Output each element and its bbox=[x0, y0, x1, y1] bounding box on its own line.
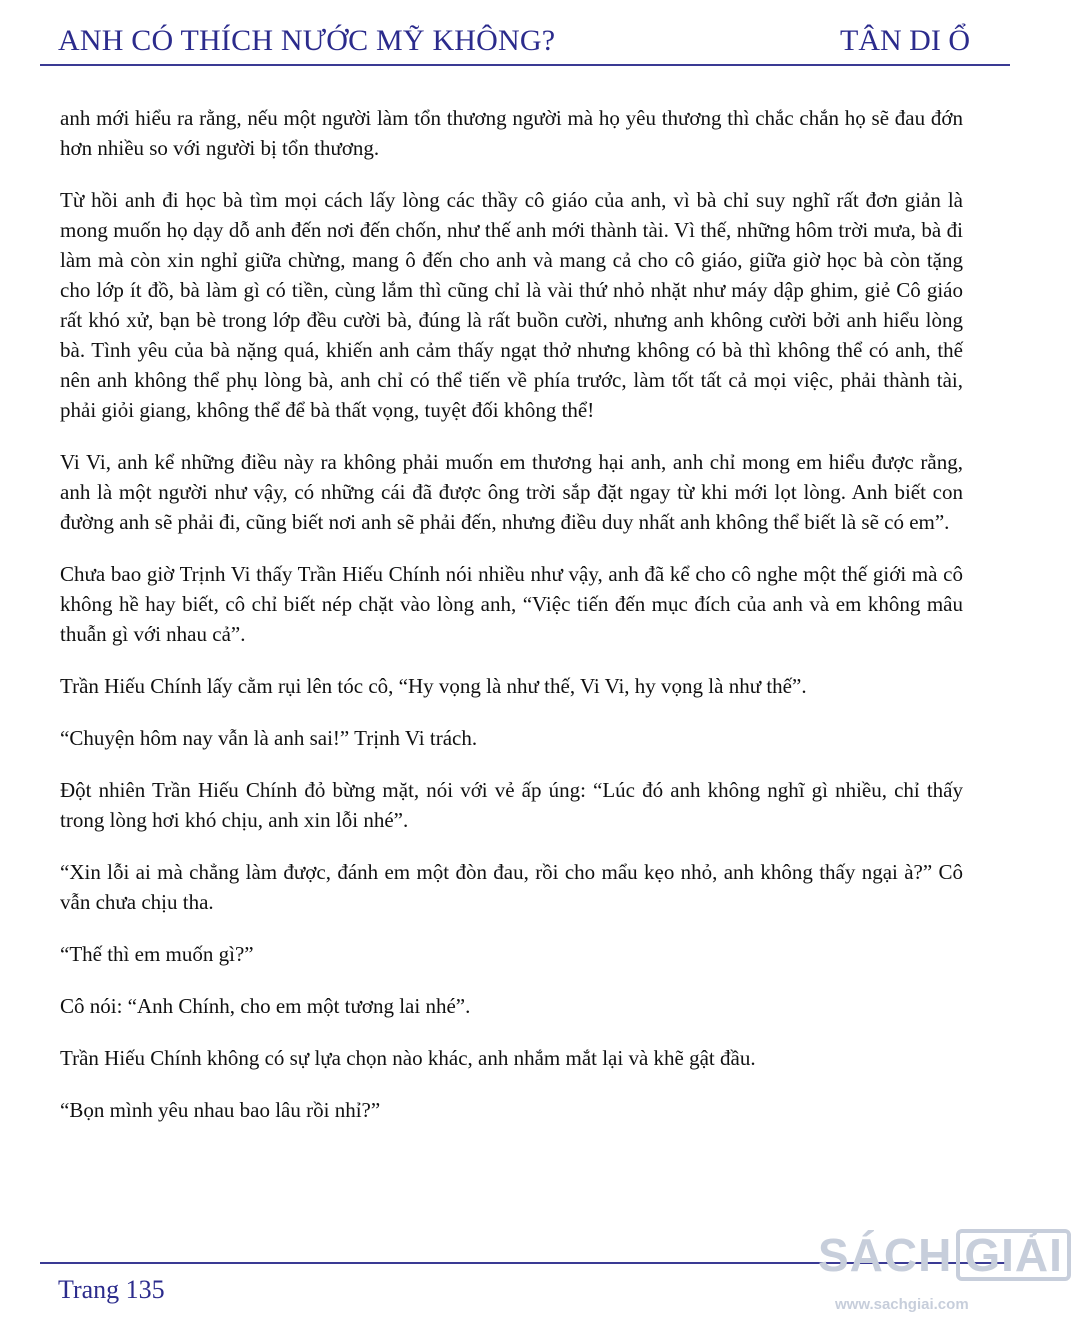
paragraph: “Xin lỗi ai mà chẳng làm được, đánh em một đòn đau, rồi cho mẩu kẹo nhỏ, anh không thấy ngại à?” Cô vẫn chưa chịu tha. bbox=[60, 860, 963, 914]
book-title: ANH CÓ THÍCH NƯỚC MỸ KHÔNG? bbox=[58, 24, 556, 57]
logo-text: SÁCH bbox=[818, 1229, 953, 1281]
watermark-url: www.sachgiai.com bbox=[835, 1296, 969, 1313]
sachgiai-logo bbox=[818, 1228, 1063, 1288]
page-header bbox=[58, 22, 970, 68]
page-body bbox=[60, 103, 963, 1147]
paragraph: Cô nói: “Anh Chính, cho em một tương lai nhé”. bbox=[60, 994, 471, 1018]
paragraph: “Thế thì em muốn gì?” bbox=[60, 942, 254, 966]
author-name: TÂN DI Ổ bbox=[840, 24, 970, 57]
page-number: Trang 135 bbox=[58, 1275, 165, 1304]
paragraph: Đột nhiên Trần Hiếu Chính đỏ bừng mặt, nói với vẻ ấp úng: “Lúc đó anh không nghĩ gì nhiều, chỉ thấy trong lòng hơi khó chịu, anh xin lỗi nhé”. bbox=[60, 778, 963, 832]
paragraph: anh mới hiểu ra rằng, nếu một người làm tổn thương người mà họ yêu thương thì chắc chắn họ sẽ đau đớn hơn nhiều so với người bị tổn thương. bbox=[60, 106, 963, 160]
paragraph: “Bọn mình yêu nhau bao lâu rồi nhỉ?” bbox=[60, 1098, 381, 1122]
paragraph: Vi Vi, anh kể những điều này ra không phải muốn em thương hại anh, anh chỉ mong em hiểu được rằng, anh là một người như vậy, có những cái đã được ông trời sắp đặt ngay từ khi mới lọt lòng. Anh biết con đường anh sẽ phải đi, cũng biết nơi anh sẽ phải đến, nhưng điều duy nhất anh không thể biết là sẽ có em”. bbox=[60, 450, 963, 534]
header-divider bbox=[40, 64, 1010, 66]
paragraph: “Chuyện hôm nay vẫn là anh sai!” Trịnh Vi trách. bbox=[60, 726, 478, 750]
paragraph: Từ hồi anh đi học bà tìm mọi cách lấy lòng các thầy cô giáo của anh, vì bà chỉ suy nghĩ rất đơn giản là mong muốn họ dạy dỗ anh đến nơi đến chốn, như thế anh mới thành tài. Vì thế, những hôm trời mưa, bà đi làm mà còn xin nghỉ giữa chừng, mang ô đến cho anh và mang cả cho cô giáo, giữa giờ học bà còn tặng cho lớp ít đồ, bà làm gì có tiền, cùng lắm thì cũng chỉ là vài thứ nhỏ nhặt như máy dập ghim, giẻ Cô giáo rất khó xử, bạn bè trong lớp đều cười bà, đúng là rất buồn cười, nhưng anh không cười bởi anh hiểu lòng bà. Tình yêu của bà nặng quá, khiến anh cảm thấy ngạt thở nhưng không có bà thì không thể có anh, thế nên anh không thể phụ lòng bà, anh chỉ có thể tiến về phía trước, làm tốt tất cả mọi việc, phải thành tài, phải giỏi giang, không thể để bà thất vọng, tuyệt đối không thể! bbox=[60, 188, 963, 422]
paragraph: Trần Hiếu Chính lấy cằm rụi lên tóc cô, “Hy vọng là như thế, Vi Vi, hy vọng là như thế”. bbox=[60, 674, 807, 698]
paragraph: Trần Hiếu Chính không có sự lựa chọn nào khác, anh nhắm mắt lại và khẽ gật đầu. bbox=[60, 1046, 756, 1070]
logo-boxed-text: GIẢI bbox=[956, 1229, 1071, 1281]
paragraph: Chưa bao giờ Trịnh Vi thấy Trần Hiếu Chính nói nhiều như vậy, anh đã kể cho cô nghe một thế giới mà cô không hề hay biết, cô chỉ biết nép chặt vào lòng anh, “Việc tiến đến mục đích của anh và em không mâu thuẫn gì với nhau cả”. bbox=[60, 562, 963, 646]
